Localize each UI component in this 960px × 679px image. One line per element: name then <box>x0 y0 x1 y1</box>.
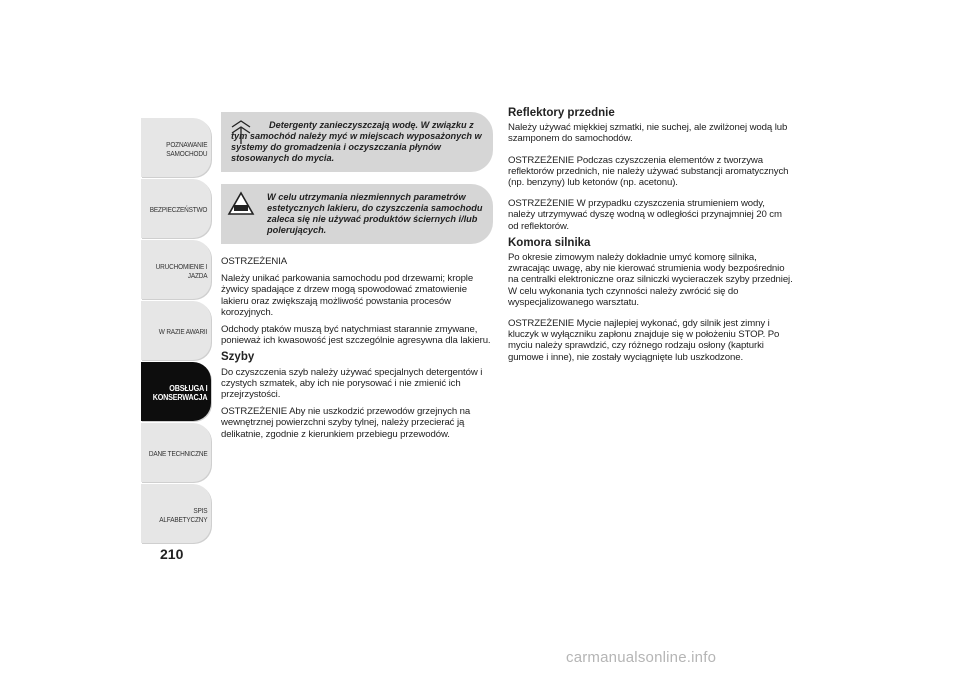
watermark: carmanualsonline.info <box>566 649 717 666</box>
paragraph: OSTRZEŻENIE W przypadku czyszczenia strumieniem wody, należy utrzymywać dyszę wodną w odległości przynajmniej 20 cm od reflektorów. <box>508 198 782 232</box>
paragraph: Odchody ptaków muszą być natychmiast starannie zmywane, ponieważ ich kwasowość jest szczególnie agresywna dla lakieru. <box>221 324 491 347</box>
paint-care-note-text: W celu utrzymania niezmiennych parametrów estetycznych lakieru, do czyszczenia samochodu zaleca się nie używać produktów ściernych i/lub polerujących. <box>267 192 483 235</box>
chapter-tabs <box>141 118 211 545</box>
tab-uruchomienie-i-jazda[interactable] <box>141 240 211 301</box>
warning-triangle-icon <box>227 190 255 218</box>
paragraph: Do czyszczenia szyb należy używać specjalnych detergentów i czystych szmatek, aby ich nie porysować i nie zmienić ich przejrzystości. <box>221 366 483 401</box>
page-number: 210 <box>160 546 184 562</box>
ostrzezenia-title: OSTRZEŻENIA <box>221 256 288 267</box>
right-column <box>508 107 793 369</box>
tab-w-razie-awarii[interactable] <box>141 301 211 362</box>
tab-dane-techniczne[interactable] <box>141 423 211 484</box>
tab-label: URUCHOMIENIE I JAZDA <box>155 261 208 280</box>
section-heading-komora-silnika: Komora silnika <box>508 236 591 249</box>
environment-note <box>221 112 493 172</box>
paint-care-note <box>221 184 493 244</box>
left-column <box>221 112 493 446</box>
recycle-arrows-icon <box>227 118 255 146</box>
paragraph: OSTRZEŻENIE Mycie najlepiej wykonać, gdy silnik jest zimny i kluczyk w wyłączniku zapłonu znajduje się w położeniu STOP. Po myciu należy sprawdzić, czy różnego rodzaju osłony (kapturki gumowe i inne), nie zostały wyciągnięte lub uszkodzone. <box>508 318 780 363</box>
section-heading-reflektory: Reflektory przednie <box>508 107 615 119</box>
tab-obsluga-i-konserwacja[interactable] <box>141 362 211 423</box>
tab-poznawanie-samochodu[interactable] <box>141 118 211 179</box>
paragraph: OSTRZEŻENIE Podczas czyszczenia elementów z tworzywa reflektorów przednich, nie należy używać substancji aromatycznych (np. benzyny) lub ketonów (np. acetonu). <box>508 154 789 189</box>
paragraph: Należy unikać parkowania samochodu pod drzewami; krople żywicy spadające z drzew mogą spowodować zmatowienie lakieru oraz zwiększają możliwość powstania procesów korozyjnych. <box>221 273 474 318</box>
paragraph: Należy używać miękkiej szmatki, nie suchej, ale zwilżonej wodą lub szamponem do samochodów. <box>508 122 788 145</box>
tab-spis-alfabetyczny[interactable] <box>141 484 211 545</box>
tab-label: BEZPIECZEŃSTWO <box>149 205 208 214</box>
environment-note-text: Detergenty zanieczyszczają wodę. W związku z tym samochód należy myć w miejscach wyposażonych w systemy do gromadzenia i oczyszczania płynów stosowanych do mycia. <box>231 120 482 163</box>
section-heading-szyby: Szyby <box>221 351 255 364</box>
tab-label: POZNAWANIE SAMOCHODU <box>166 139 208 158</box>
tab-label: OBSŁUGA I KONSERWACJA <box>152 383 208 402</box>
tab-label: W RAZIE AWARII <box>158 327 208 336</box>
paragraph: OSTRZEŻENIE Aby nie uszkodzić przewodów grzejnych na wewnętrznej powierzchni szyby tylnej, należy przecierać ją delikatnie, zgodnie z kierunkiem przebiegu przewodów. <box>221 406 471 440</box>
paragraph: Po okresie zimowym należy dokładnie umyć komorę silnika, zwracając uwagę, aby nie kierować strumienia wody bezpośrednio na centralki elektroniczne oraz silniczki wycieraczek szyby przedniej. W celu wykonania tych czynności należy zwrócić się do wyspecjalizowanego warsztatu. <box>508 252 793 308</box>
tab-label: SPIS ALFABETYCZNY <box>159 505 208 524</box>
tab-label: DANE TECHNICZNE <box>148 449 208 458</box>
tab-bezpieczenstwo[interactable] <box>141 179 211 240</box>
